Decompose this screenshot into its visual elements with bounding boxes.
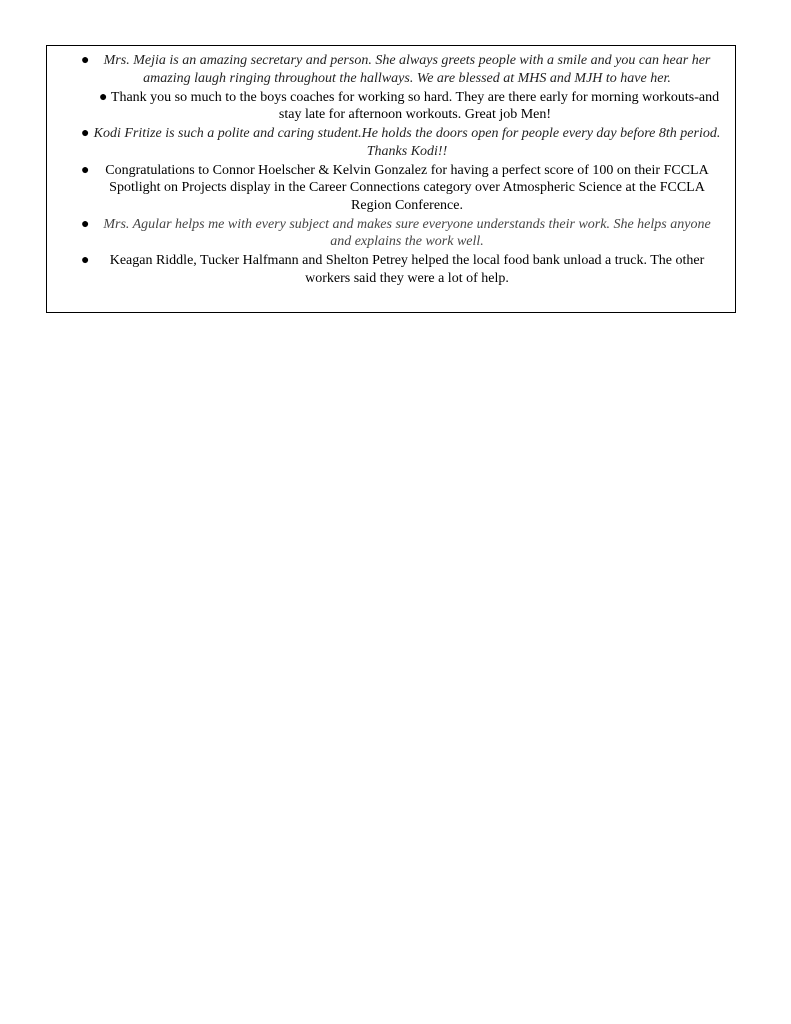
list-item: [57, 52, 725, 87]
bullet-icon: ●: [81, 53, 90, 68]
bullet-icon: ●: [81, 162, 90, 178]
list-item: [57, 252, 725, 287]
list-item: [57, 89, 725, 124]
item-text: Congratulations to Connor Hoelscher & Kelvin Gonzalez for having a perfect score of 100 on their FCCLA Spotlight on Projects display in the Career Connections category over Atmospheric Science at the FCCLA Region Conference.: [105, 162, 709, 213]
item-text: Keagan Riddle, Tucker Halfmann and Shelton Petrey helped the local food bank unload a truck. The other workers said they were a lot of help.: [109, 253, 705, 286]
list-item: [57, 162, 725, 215]
item-text: Thank you so much to the boys coaches for working so hard. They are there early for morning workouts-and stay late for afternoon workouts. Great job Men!: [110, 89, 720, 122]
shoutouts-list: [57, 52, 725, 287]
bullet-icon: ●: [81, 253, 90, 268]
item-text: Mrs. Agular helps me with every subject and makes sure everyone understands their work. She helps anyone and explains the work well.: [103, 216, 711, 249]
item-text: Mrs. Mejia is an amazing secretary and person. She always greets people with a smile and you can hear her amazing laugh ringing throughout the hallways. We are blessed at MHS and MJH to have her.: [103, 53, 711, 86]
shoutouts-box: [46, 45, 736, 313]
list-item: [57, 216, 725, 251]
bullet-icon: ●: [81, 126, 90, 141]
bullet-icon: ●: [81, 216, 90, 232]
list-item: [57, 125, 725, 160]
bullet-icon: ●: [99, 89, 108, 105]
item-text: Kodi Fritize is such a polite and caring student.He holds the doors open for people every day before 8th period. Thanks Kodi!!: [93, 126, 721, 159]
